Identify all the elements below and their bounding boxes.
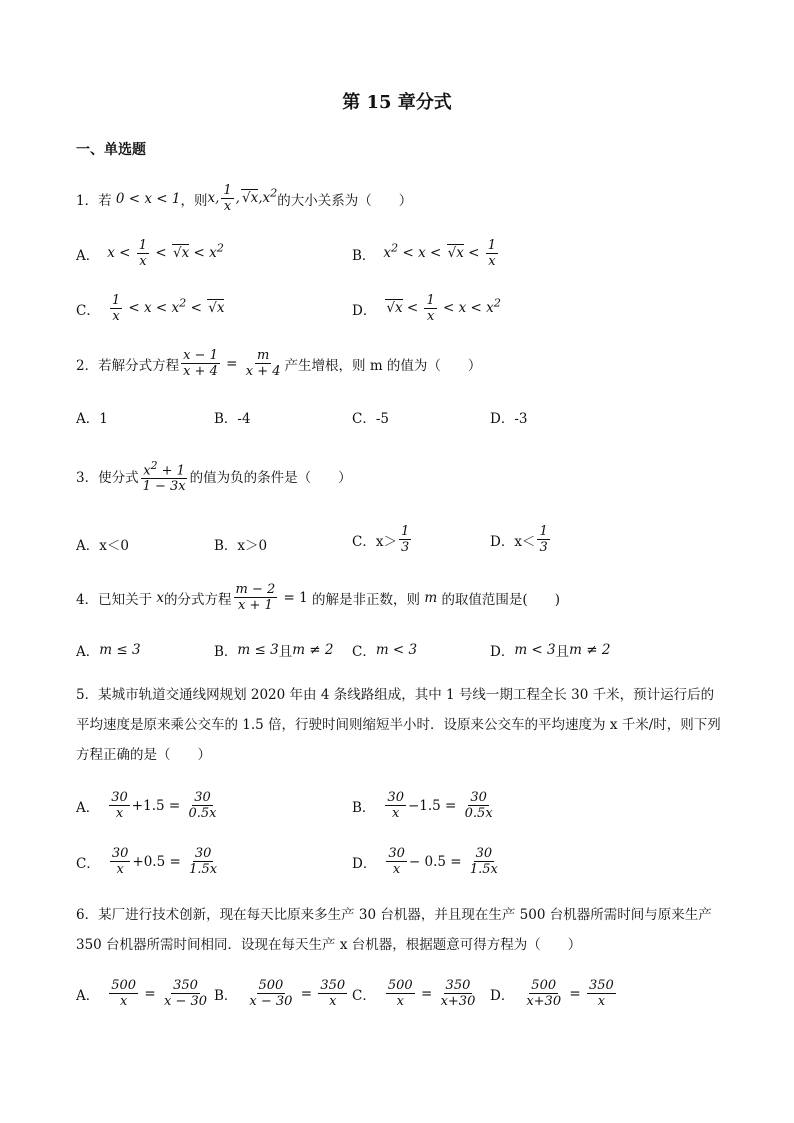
q5-option-d: D． 30 x − 0.5 = $\frac{30}{1.5x}$ [352, 846, 498, 877]
q5-option-c: C． 30 x +0.5 = $\frac{30}{1.5x}$ [76, 846, 218, 877]
q1-condition: 0 < x < 1 [111, 190, 181, 207]
section-heading: 一、单选题 [76, 142, 146, 158]
q1-option-d: D． √ x < $\frac{1}{x}$ < $x < x^2$ [352, 293, 501, 324]
q4-option-d: D． m < 3 且 m ≠ 2 [490, 642, 611, 660]
question-2: 2．若解分式方程 $\frac{x - 1}{x + 4}$ = $\frac{m}{x + 4}$ 产生增根，则 m 的值为（ ） [76, 348, 482, 379]
q4-option-b: B． m ≤ 3 且 m ≠ 2 [214, 642, 334, 660]
q1-option-c: C． $\frac{1}{x}$ < $x < x^2$ < √ x [76, 293, 224, 324]
q2-option-b: B．-4 [214, 411, 251, 427]
q2-option-c: C．-5 [352, 411, 389, 427]
q3-option-d: D．x＜ 1 3 [490, 524, 548, 555]
q6-option-d: D． $\frac{500}{x+30}$ = $\frac{350}{x}$ [490, 978, 614, 1009]
q1-option-a: A． x < $\frac{1}{x}$ < √ $x < x^2$ [76, 238, 224, 269]
q2-option-d: D．-3 [490, 411, 528, 427]
q6-option-a: A． $\frac{500}{x}$ = $\frac{350}{x - 30}$ [76, 978, 208, 1009]
q3-option-b: B．x＞0 [214, 538, 268, 554]
q1-prefix: 1．若 [76, 192, 112, 209]
q2-option-a: A．1 [76, 411, 108, 427]
q1-mid: ，则 [180, 192, 208, 209]
q1-suffix: 的大小关系为（ ） [277, 192, 413, 209]
q6-option-b: B． $\frac{500}{x - 30}$ = $\frac{350}{x}$ [214, 978, 346, 1009]
q3-option-a: A．x＜0 [76, 538, 129, 554]
q1-expr: x, $\frac{1}{x}$ ,√ $x,x^2$ [207, 183, 277, 214]
question-6: 6．某厂进行技术创新，现在每天比原来多生产 30 台机器，并且现在生产 500 台机器所需时间与原来生产 350 台机器所需时间相同．设现在每天生产 x 台机器，根据题意可得方程为（ ） [76, 907, 712, 953]
q4-option-a: A． m ≤ 3 [76, 642, 141, 660]
question-4: 4．已知关于 x 的分式方程 $\frac{m - 2}{x + 1}$ = 1 的解是非正数，则 m 的取值范围是( ) [76, 582, 560, 613]
question-1 [76, 183, 412, 214]
question-3: 3．使分式 $x^2 + 1$ 1 − 3x 的值为负的条件是（ ） [76, 459, 352, 495]
page-title: 第 15 章分式 [342, 92, 452, 113]
q1-option-b: B． $x^2 < x$ < √ x < $\frac{1}{x}$ [352, 238, 500, 269]
q5-option-a: A． 30 x +1.5 = $\frac{30}{0.5x}$ [76, 790, 217, 821]
q4-option-c: C． m < 3 [352, 642, 418, 660]
question-5: 5．某城市轨道交通线网规划 2020 年由 4 条线路组成，其中 1 号线一期工程全长 30 千米，预计运行后的平均速度是原来乘公交车的 1.5 倍，行驶时间则缩短半小时．设原来公交车的平均速度为 x 千米/时，则下列方程正确的是（ ） [76, 687, 721, 763]
q3-option-c: C．x＞ 1 3 [352, 524, 410, 555]
q5-option-b: B． 30 x −1.5 = $\frac{30}{0.5x}$ [352, 790, 493, 821]
q6-option-c: C． $\frac{500}{x}$ = $\frac{350}{x+30}$ [352, 978, 476, 1009]
